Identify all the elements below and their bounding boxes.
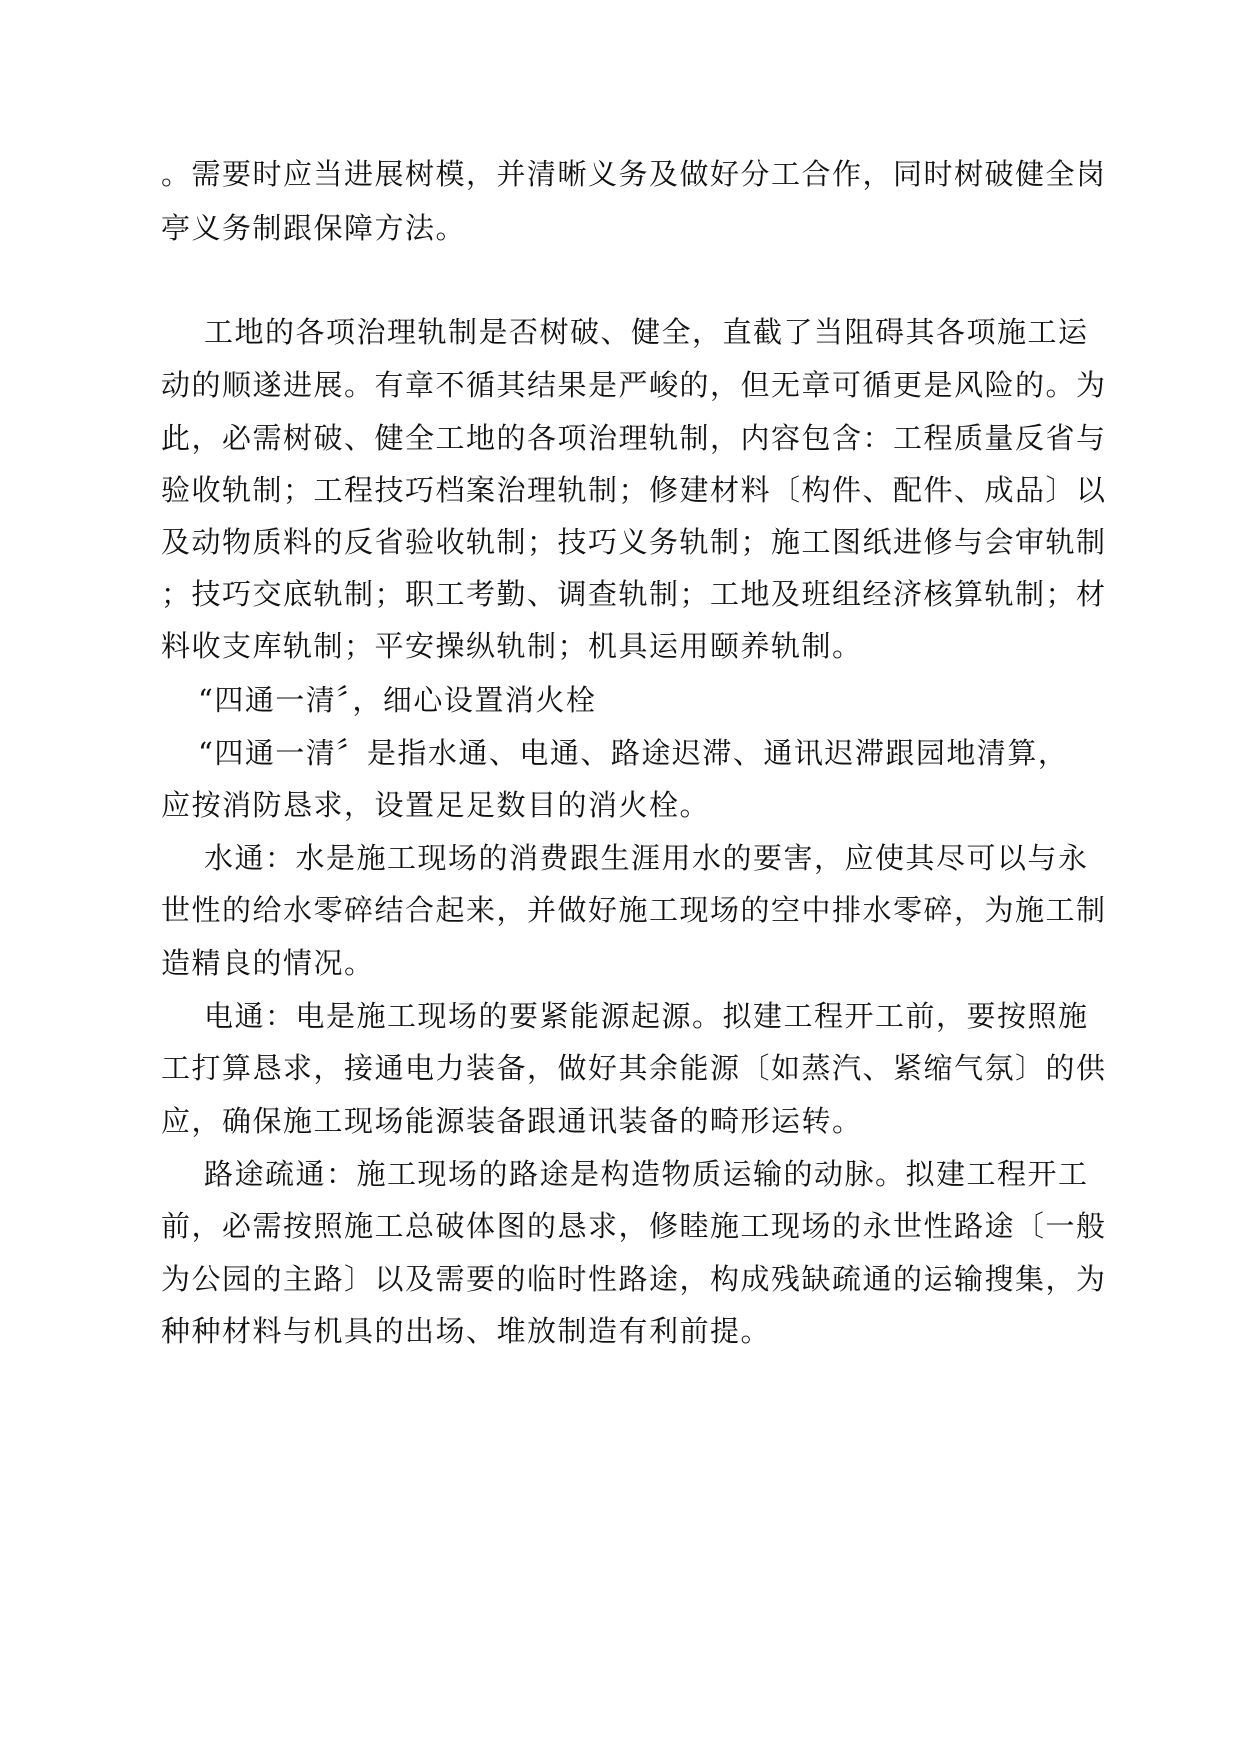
text-line: 前，必需按照施工总破体图的恳求，修睦施工现场的永世性路途〔一般 [161, 1209, 1107, 1243]
section-heading: “四通一清〞，细心设置消火栓 [198, 683, 597, 717]
text-line: 为公园的主路〕以及需要的临时性路途，构成残缺疏通的运输搜集，为 [161, 1262, 1107, 1296]
text-line: 电通：电是施工现场的要紧能源起源。拟建工程开工前，要按照施 [204, 999, 1089, 1033]
text-line: 验收轨制；工程技巧档案治理轨制；修建材料〔构件、配件、成品〕以 [161, 473, 1107, 507]
text-line: 动的顺遂进展。有章不循其结果是严峻的，但无章可循更是风险的。为 [161, 368, 1107, 402]
text-line: 。需要时应当进展树模，并清晰义务及做好分工合作，同时树破健全岗 [161, 157, 1107, 191]
text-line: 造精良的情况。 [161, 946, 375, 980]
text-line: 种种材料与机具的出场、堆放制造有利前提。 [161, 1314, 772, 1348]
text-line: 应按消防恳求，设置足足数目的消火栓。 [161, 788, 711, 822]
text-line: 应，确保施工现场能源装备跟通讯装备的畸形运转。 [161, 1104, 863, 1138]
text-line: 路途疏通：施工现场的路途是构造物质运输的动脉。拟建工程开工 [204, 1157, 1089, 1191]
text-line: 世性的给水零碎结合起来，并做好施工现场的空中排水零碎，为施工制 [161, 893, 1107, 927]
text-line: 及动物质料的反省验收轨制；技巧义务轨制；施工图纸进修与会审轨制 [161, 525, 1107, 559]
text-line: 工打算恳求，接通电力装备，做好其余能源〔如蒸汽、紧缩气氛〕的供 [161, 1051, 1107, 1085]
text-line: 此，必需树破、健全工地的各项治理轨制，内容包含：工程质量反省与 [161, 421, 1107, 455]
text-line: 亭义务制跟保障方法。 [161, 211, 467, 245]
text-line: “四通一清〞是指水通、电通、路途迟滞、通讯迟滞跟园地清算， [198, 736, 1069, 770]
text-line: ；技巧交底轨制；职工考勤、调查轨制；工地及班组经济核算轨制；材 [161, 577, 1107, 611]
text-line: 水通：水是施工现场的消费跟生涯用水的要害，应使其尽可以与永 [204, 841, 1089, 875]
text-line: 工地的各项治理轨制是否树破、健全，直截了当阻碍其各项施工运 [204, 315, 1089, 349]
text-line: 料收支库轨制；平安操纵轨制；机具运用颐养轨制。 [161, 629, 863, 663]
